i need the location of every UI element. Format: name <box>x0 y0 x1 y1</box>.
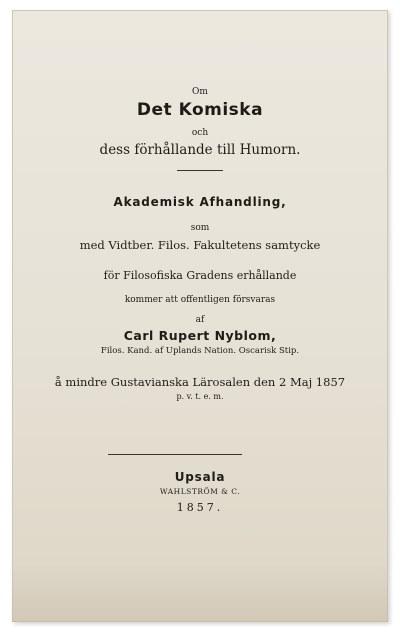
main-title: Det Komiska <box>136 100 264 120</box>
thesis-type: Akademisk Afhandling, <box>113 195 287 209</box>
title-page <box>12 10 388 622</box>
subtitle: dess förhållande till Humorn. <box>99 142 301 158</box>
printer: WAHLSTRÖM & C. <box>159 487 241 496</box>
af-text: af <box>195 315 205 325</box>
om-text: Om <box>192 87 208 97</box>
och-text: och <box>191 128 209 138</box>
year: 1857. <box>176 501 224 514</box>
time-note: p. v. t. e. m. <box>176 392 224 401</box>
defended-line: kommer att offentligen försvaras <box>124 295 276 305</box>
short-divider <box>177 170 223 171</box>
degree-line: för Filosofiska Gradens erhållande <box>103 269 297 282</box>
author-name: Carl Rupert Nyblom, <box>123 328 277 343</box>
som-text: som <box>190 223 210 233</box>
city: Upsala <box>174 470 226 484</box>
faculty-line: med Vidtber. Filos. Fakultetens samtycke <box>79 238 321 252</box>
author-details: Filos. Kand. af Uplands Nation. Oscarisk Stip. <box>100 346 300 356</box>
long-divider <box>108 454 242 455</box>
venue-date: å mindre Gustavianska Lärosalen den 2 Maj 1857 <box>54 375 346 389</box>
